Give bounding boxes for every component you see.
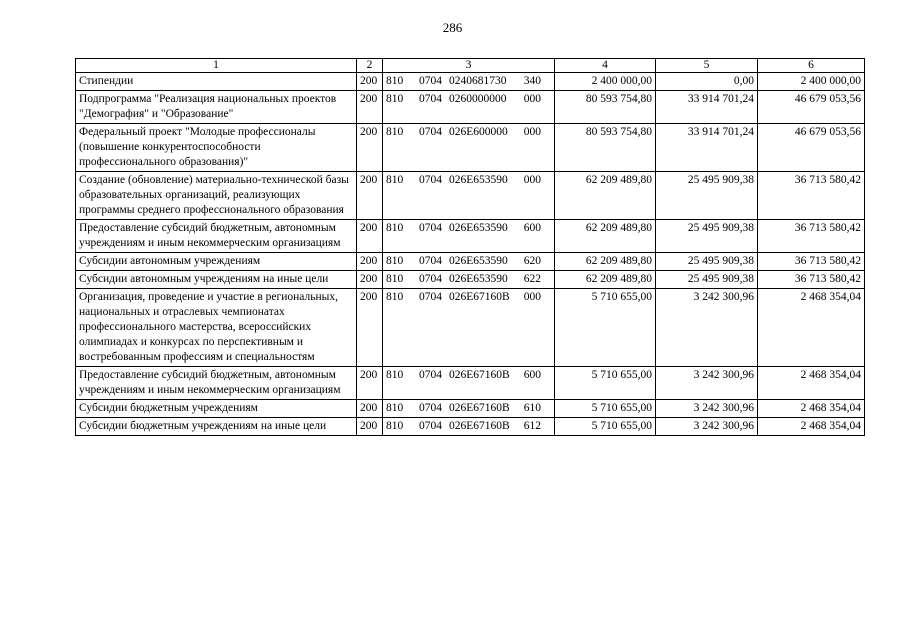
code-segment-1: 810 [386,126,404,138]
code-segment-2: 0704 [419,369,442,381]
row-name: Предоставление субсидий бюджетным, автономным учреждениям и иным некоммерческим организациям [76,220,357,253]
code-segment-1: 810 [386,273,404,285]
row-ved: 200 [357,367,383,400]
row-code [383,418,555,436]
code-segment-2: 0704 [419,126,442,138]
code-segment-3: 026E67160B [449,369,510,381]
header-col-5: 5 [656,59,758,73]
code-segment-4: 610 [523,402,541,414]
code-segment-1: 810 [386,291,404,303]
table-row [76,271,865,289]
row-code [383,220,555,253]
row-name: Создание (обновление) материально-технической базы образовательных организаций, реализующих программы среднего профессионального образования [76,172,357,220]
row-value-5: 3 242 300,96 [656,367,758,400]
row-value-4: 5 710 655,00 [555,400,656,418]
row-value-5: 25 495 909,38 [656,172,758,220]
row-value-6: 46 679 053,56 [758,124,865,172]
code-segment-4: 000 [523,93,541,105]
code-segment-4: 612 [523,420,541,432]
code-segment-4: 000 [523,291,541,303]
row-value-5: 3 242 300,96 [656,289,758,367]
header-row [76,59,865,73]
row-code [383,271,555,289]
table-row [76,124,865,172]
row-value-4: 62 209 489,80 [555,253,656,271]
code-segment-3: 026E653590 [449,273,508,285]
row-value-4: 2 400 000,00 [555,73,656,91]
row-ved: 200 [357,91,383,124]
row-value-5: 25 495 909,38 [656,271,758,289]
row-name: Подпрограмма "Реализация национальных проектов "Демография" и "Образование" [76,91,357,124]
row-name: Организация, проведение и участие в региональных, национальных и отраслевых чемпионатах профессионального мастерства, всероссийских олимпиадах и конкурсах по перспективным и востребованным профессиям и специальностям [76,289,357,367]
row-value-5: 3 242 300,96 [656,400,758,418]
code-segment-1: 810 [386,402,404,414]
code-segment-2: 0704 [419,174,442,186]
row-name: Субсидии бюджетным учреждениям на иные цели [76,418,357,436]
row-name: Субсидии бюджетным учреждениям [76,400,357,418]
row-ved: 200 [357,172,383,220]
row-value-4: 5 710 655,00 [555,418,656,436]
row-value-5: 0,00 [656,73,758,91]
row-ved: 200 [357,289,383,367]
code-segment-3: 026E67160B [449,420,510,432]
row-value-4: 62 209 489,80 [555,271,656,289]
code-segment-3: 026E67160B [449,291,510,303]
row-name: Предоставление субсидий бюджетным, автономным учреждениям и иным некоммерческим организациям [76,367,357,400]
code-segment-4: 622 [523,273,541,285]
code-segment-1: 810 [386,75,404,87]
table-row [76,289,865,367]
code-segment-2: 0704 [419,93,442,105]
row-ved: 200 [357,220,383,253]
row-value-4: 80 593 754,80 [555,124,656,172]
code-segment-4: 000 [523,126,541,138]
row-code [383,289,555,367]
row-value-6: 36 713 580,42 [758,271,865,289]
row-value-5: 33 914 701,24 [656,91,758,124]
row-name: Федеральный проект "Молодые профессионалы (повышение конкурентоспособности профессионального образования)" [76,124,357,172]
row-value-4: 5 710 655,00 [555,367,656,400]
header-col-1: 1 [76,59,357,73]
table-row [76,253,865,271]
code-segment-4: 600 [523,222,541,234]
row-code [383,367,555,400]
row-value-5: 3 242 300,96 [656,418,758,436]
row-value-5: 25 495 909,38 [656,253,758,271]
row-ved: 200 [357,400,383,418]
header-col-4: 4 [555,59,656,73]
row-value-6: 36 713 580,42 [758,172,865,220]
table-body [76,73,865,436]
code-segment-1: 810 [386,174,404,186]
code-segment-2: 0704 [419,291,442,303]
row-value-4: 62 209 489,80 [555,172,656,220]
budget-table [75,58,865,436]
code-segment-1: 810 [386,420,404,432]
code-segment-3: 026E653590 [449,222,508,234]
code-segment-2: 0704 [419,255,442,267]
row-ved: 200 [357,418,383,436]
row-code [383,91,555,124]
row-code [383,124,555,172]
row-name: Стипендии [76,73,357,91]
row-value-6: 2 468 354,04 [758,367,865,400]
code-segment-2: 0704 [419,75,442,87]
row-value-6: 36 713 580,42 [758,220,865,253]
code-segment-3: 026E653590 [449,174,508,186]
code-segment-2: 0704 [419,273,442,285]
code-segment-3: 026E653590 [449,255,508,267]
row-value-5: 25 495 909,38 [656,220,758,253]
row-value-6: 46 679 053,56 [758,91,865,124]
row-ved: 200 [357,124,383,172]
table-row [76,220,865,253]
table-row [76,367,865,400]
table-row [76,91,865,124]
row-ved: 200 [357,253,383,271]
header-col-2: 2 [357,59,383,73]
row-value-6: 36 713 580,42 [758,253,865,271]
code-segment-3: 0260000000 [449,93,507,105]
header-col-3: 3 [383,59,555,73]
row-code [383,73,555,91]
code-segment-3: 0240681730 [449,75,507,87]
code-segment-1: 810 [386,222,404,234]
row-value-4: 62 209 489,80 [555,220,656,253]
code-segment-2: 0704 [419,222,442,234]
row-value-6: 2 468 354,04 [758,418,865,436]
page-number: 286 [442,20,463,35]
code-segment-4: 620 [523,255,541,267]
code-segment-1: 810 [386,255,404,267]
row-value-4: 5 710 655,00 [555,289,656,367]
code-segment-1: 810 [386,93,404,105]
table-row [76,172,865,220]
code-segment-3: 026E67160B [449,402,510,414]
row-ved: 200 [357,271,383,289]
row-code [383,253,555,271]
table-row [76,400,865,418]
code-segment-1: 810 [386,369,404,381]
code-segment-2: 0704 [419,402,442,414]
code-segment-2: 0704 [419,420,442,432]
row-name: Субсидии автономным учреждениям на иные цели [76,271,357,289]
code-segment-4: 000 [523,174,541,186]
row-name: Субсидии автономным учреждениям [76,253,357,271]
row-value-6: 2 468 354,04 [758,400,865,418]
row-value-5: 33 914 701,24 [656,124,758,172]
row-code [383,400,555,418]
row-code [383,172,555,220]
row-value-6: 2 400 000,00 [758,73,865,91]
table-row [76,418,865,436]
row-ved: 200 [357,73,383,91]
code-segment-4: 340 [523,75,541,87]
row-value-6: 2 468 354,04 [758,289,865,367]
table-row [76,73,865,91]
row-value-4: 80 593 754,80 [555,91,656,124]
header-col-6: 6 [758,59,865,73]
code-segment-4: 600 [523,369,541,381]
code-segment-3: 026E600000 [449,126,508,138]
